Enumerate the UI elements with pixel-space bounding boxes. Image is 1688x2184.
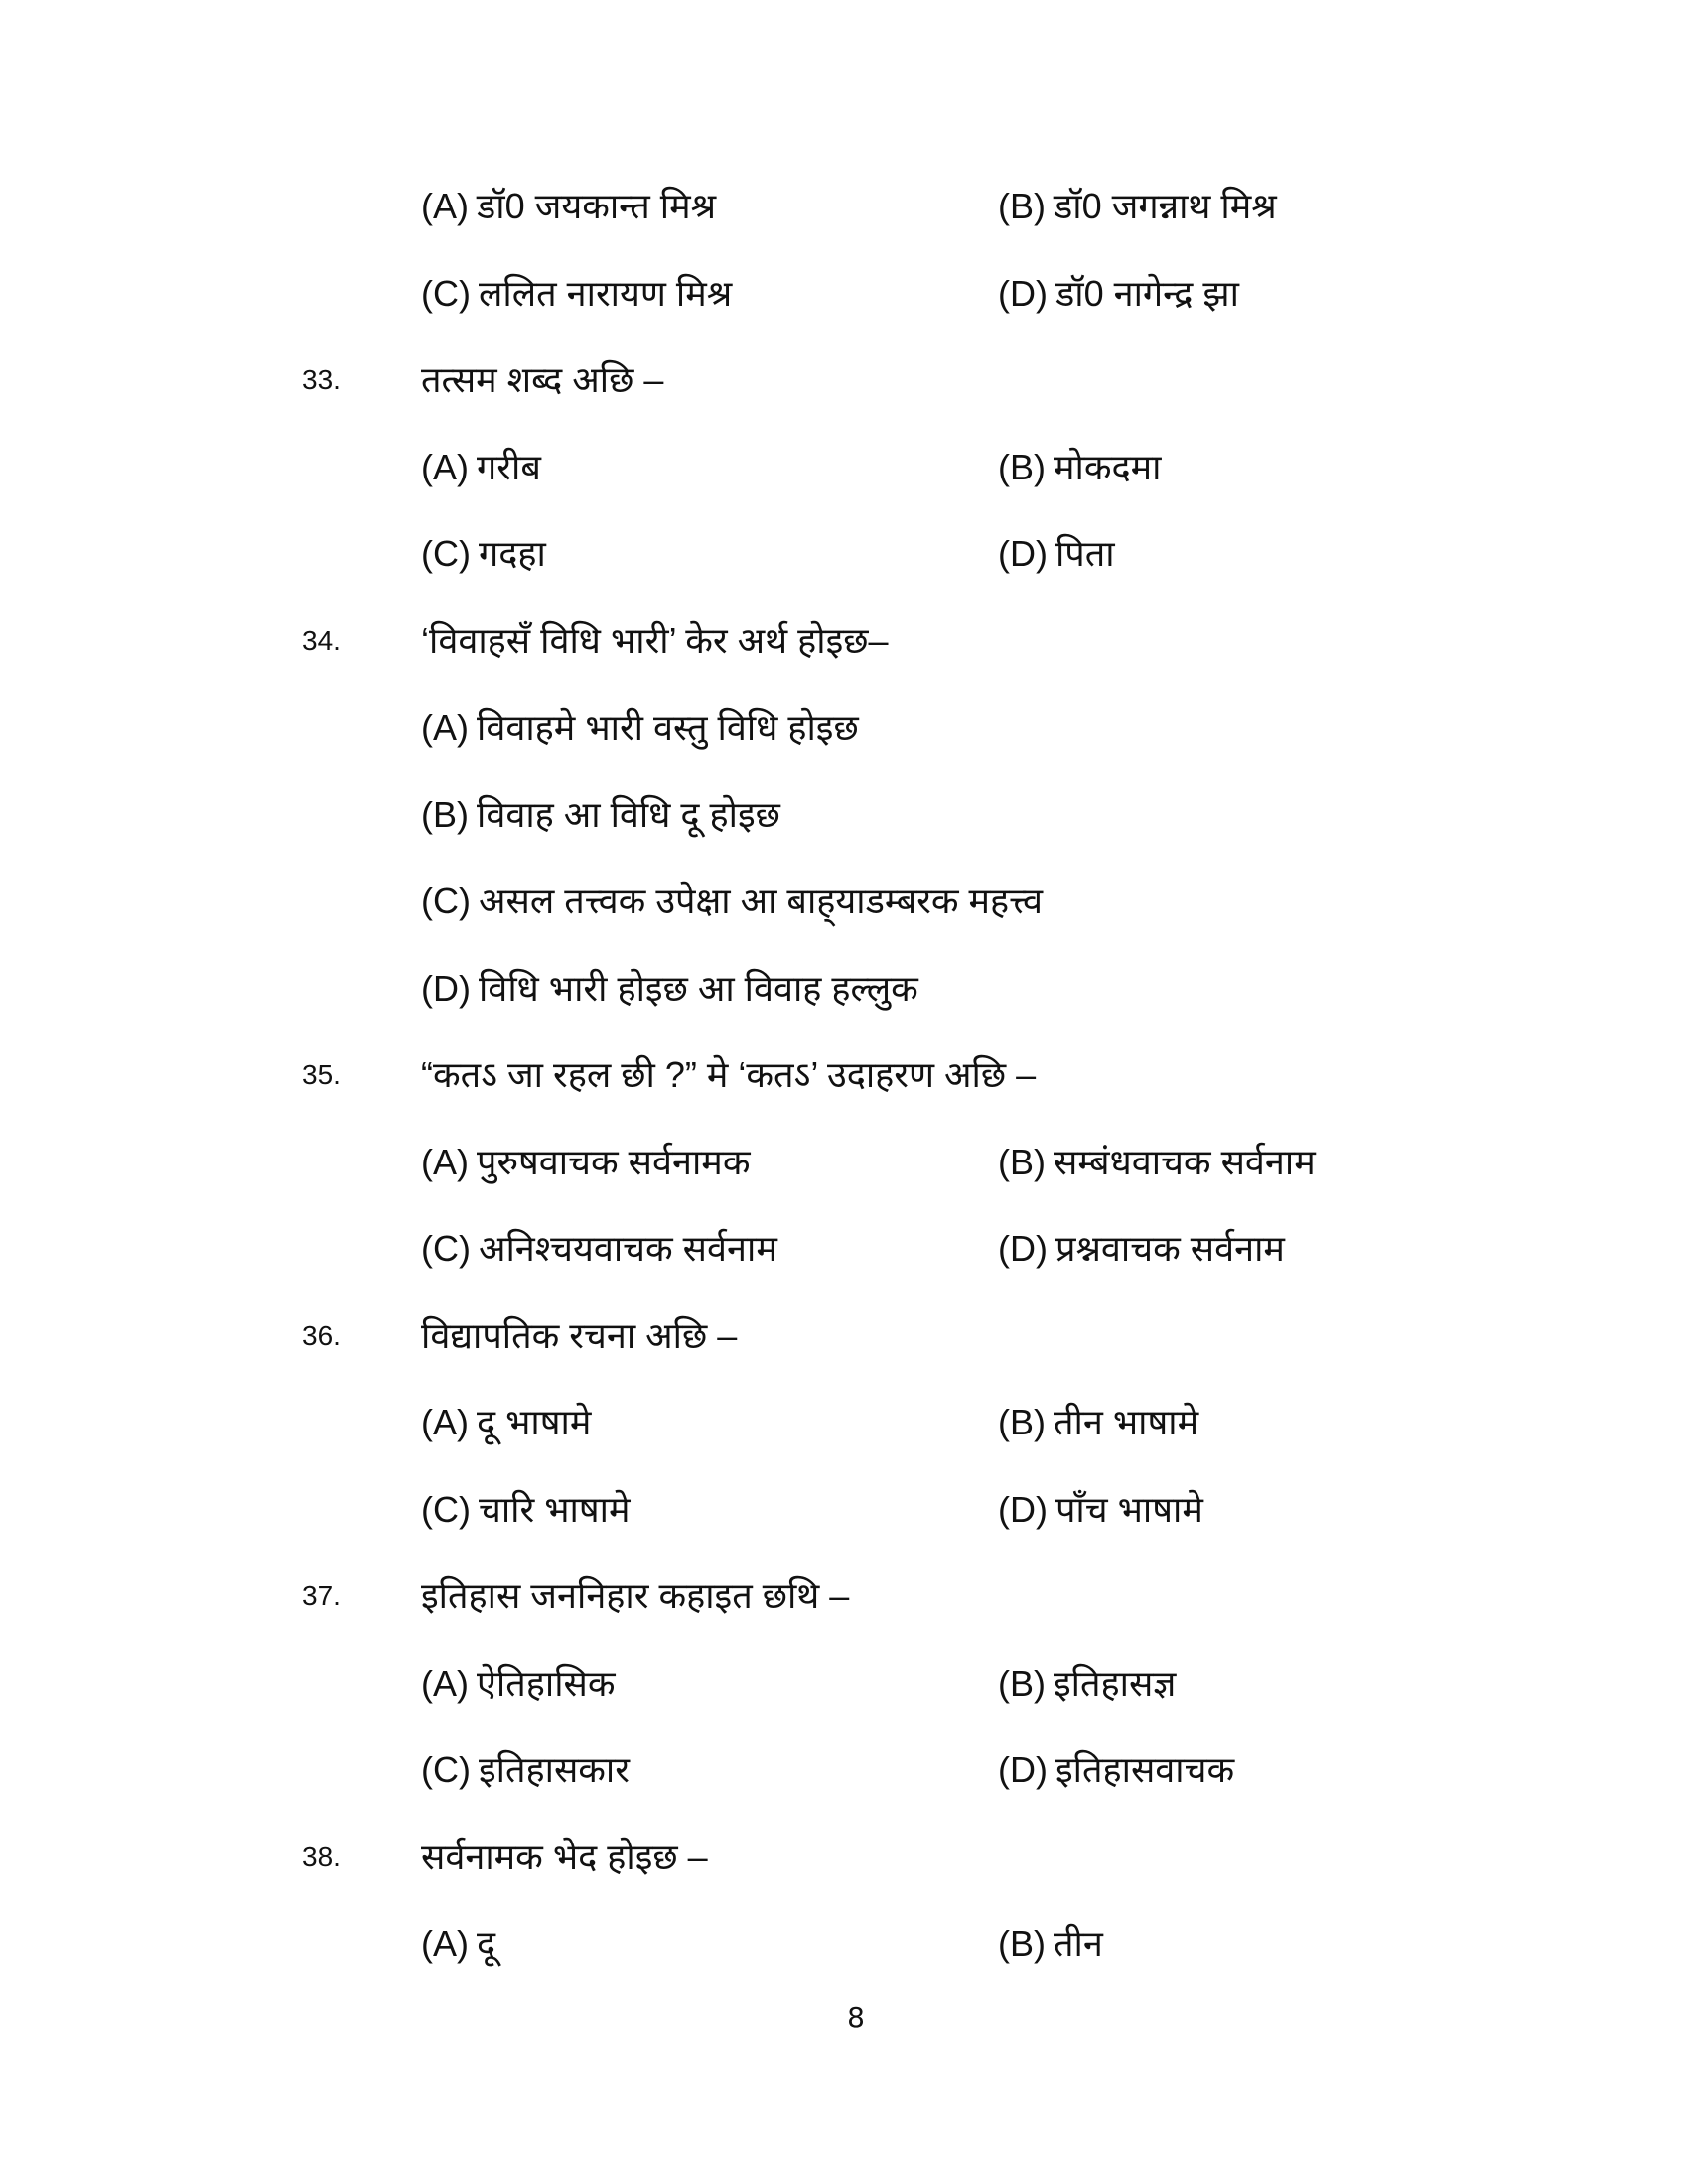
q33-options-row-cd bbox=[0, 529, 1688, 579]
option-label: (D) bbox=[998, 273, 1048, 314]
option-label: (C) bbox=[421, 1749, 471, 1790]
q32-option-d[interactable] bbox=[998, 269, 1239, 319]
question-text: ‘विवाहसँ विधि भारी’ केर अर्थ होइछ– bbox=[421, 620, 889, 661]
option-text: चारि भाषामे bbox=[478, 1489, 631, 1530]
q36-options-row-ab bbox=[0, 1398, 1688, 1447]
question-number: 33. bbox=[302, 364, 341, 395]
option-text: तीन bbox=[1054, 1923, 1103, 1964]
q34-option-d[interactable] bbox=[421, 964, 918, 1014]
q36-option-d[interactable] bbox=[998, 1485, 1203, 1535]
option-text: प्रश्नवाचक सर्वनाम bbox=[1055, 1228, 1285, 1269]
option-label: (D) bbox=[421, 968, 471, 1009]
q36-option-c[interactable] bbox=[421, 1485, 631, 1535]
q37-options-row-ab bbox=[0, 1659, 1688, 1708]
question-number: 35. bbox=[302, 1059, 341, 1090]
option-label: (C) bbox=[421, 1489, 471, 1530]
option-text: मोकदमा bbox=[1054, 447, 1162, 487]
option-text: विवाहमे भारी वस्तु विधि होइछ bbox=[477, 707, 859, 748]
option-label: (B) bbox=[998, 1663, 1046, 1704]
q34-option-b[interactable] bbox=[421, 790, 780, 840]
q36-stem bbox=[0, 1311, 1688, 1361]
option-text: अनिश्चयवाचक सर्वनाम bbox=[478, 1228, 777, 1269]
option-text: इतिहासवाचक bbox=[1055, 1749, 1235, 1790]
option-text: पुरुषवाचक सर्वनामक bbox=[477, 1142, 751, 1182]
q37-option-c[interactable] bbox=[421, 1745, 630, 1795]
option-label: (C) bbox=[421, 1228, 471, 1269]
option-label: (A) bbox=[421, 1142, 469, 1182]
option-text: पाँच भाषामे bbox=[1055, 1489, 1203, 1530]
q34-option-d-row bbox=[0, 964, 1688, 1014]
question-text: “कतऽ जा रहल छी ?” मे ‘कतऽ’ उदाहरण अछि – bbox=[421, 1054, 1037, 1095]
option-label: (C) bbox=[421, 273, 471, 314]
option-label: (B) bbox=[998, 1923, 1046, 1964]
q34-option-a[interactable] bbox=[421, 703, 859, 752]
option-label: (B) bbox=[421, 794, 469, 835]
q34-option-a-row bbox=[0, 703, 1688, 752]
option-label: (B) bbox=[998, 1402, 1046, 1442]
option-text: सम्बंधवाचक सर्वनाम bbox=[1054, 1142, 1316, 1182]
q33-options-row-ab bbox=[0, 443, 1688, 492]
question-text: इतिहास जननिहार कहाइत छथि – bbox=[421, 1575, 850, 1616]
option-label: (C) bbox=[421, 881, 471, 921]
question-text: विद्यापतिक रचना अछि – bbox=[421, 1315, 738, 1356]
question-text: सर्वनामक भेद होइछ – bbox=[421, 1837, 708, 1877]
option-text: डॉ0 जयकान्त मिश्र bbox=[477, 186, 717, 226]
option-label: (D) bbox=[998, 1228, 1048, 1269]
q32-option-b[interactable] bbox=[998, 182, 1277, 231]
option-text: डॉ0 जगन्नाथ मिश्र bbox=[1054, 186, 1277, 226]
option-label: (A) bbox=[421, 1923, 469, 1964]
q38-option-a[interactable] bbox=[421, 1919, 495, 1969]
option-label: (B) bbox=[998, 447, 1046, 487]
option-text: इतिहासकार bbox=[478, 1749, 630, 1790]
q38-options-row-ab bbox=[0, 1919, 1688, 1969]
question-number: 37. bbox=[302, 1580, 341, 1611]
option-text: ललित नारायण मिश्र bbox=[478, 273, 733, 314]
q35-option-b[interactable] bbox=[998, 1138, 1316, 1187]
option-text: विवाह आ विधि दू होइछ bbox=[477, 794, 780, 835]
option-label: (A) bbox=[421, 1402, 469, 1442]
q35-stem bbox=[0, 1050, 1688, 1100]
option-label: (D) bbox=[998, 533, 1048, 574]
q35-option-c[interactable] bbox=[421, 1224, 777, 1274]
q32-options-row-cd bbox=[0, 269, 1688, 319]
q34-stem bbox=[0, 616, 1688, 666]
q33-option-a[interactable] bbox=[421, 443, 541, 492]
q33-option-d[interactable] bbox=[998, 529, 1115, 579]
option-label: (B) bbox=[998, 186, 1046, 226]
q35-option-a[interactable] bbox=[421, 1138, 750, 1187]
q37-option-a[interactable] bbox=[421, 1659, 616, 1708]
q36-option-b[interactable] bbox=[998, 1398, 1198, 1447]
q37-option-d[interactable] bbox=[998, 1745, 1234, 1795]
q37-options-row-cd bbox=[0, 1745, 1688, 1795]
option-text: पिता bbox=[1055, 533, 1115, 574]
q35-options-row-ab bbox=[0, 1138, 1688, 1187]
question-number: 34. bbox=[302, 625, 341, 656]
q36-option-a[interactable] bbox=[421, 1398, 591, 1447]
option-text: ऐतिहासिक bbox=[477, 1663, 616, 1704]
question-number: 38. bbox=[302, 1842, 341, 1872]
q35-options-row-cd bbox=[0, 1224, 1688, 1274]
question-number: 36. bbox=[302, 1320, 341, 1351]
q37-stem bbox=[0, 1571, 1688, 1621]
option-text: असल तत्त्वक उपेक्षा आ बाह्‌याडम्बरक महत्त्व bbox=[478, 881, 1044, 921]
option-text: तीन भाषामे bbox=[1054, 1402, 1199, 1442]
option-label: (A) bbox=[421, 447, 469, 487]
option-text: दू भाषामे bbox=[477, 1402, 592, 1442]
option-label: (A) bbox=[421, 707, 469, 748]
q33-stem bbox=[0, 355, 1688, 405]
page-number: 8 bbox=[847, 2001, 865, 2034]
q32-option-c[interactable] bbox=[421, 269, 732, 319]
option-label: (D) bbox=[998, 1489, 1048, 1530]
q38-option-b[interactable] bbox=[998, 1919, 1103, 1969]
q34-option-b-row bbox=[0, 790, 1688, 840]
q34-option-c-row bbox=[0, 877, 1688, 926]
question-text: तत्सम शब्द अछि – bbox=[421, 359, 664, 400]
option-label: (C) bbox=[421, 533, 471, 574]
q36-options-row-cd bbox=[0, 1485, 1688, 1535]
q34-option-c[interactable] bbox=[421, 877, 1043, 926]
option-label: (A) bbox=[421, 186, 469, 226]
option-text: डॉ0 नागेन्द्र झा bbox=[1055, 273, 1239, 314]
q32-option-a[interactable] bbox=[421, 182, 716, 231]
q37-option-b[interactable] bbox=[998, 1659, 1176, 1708]
q33-option-c[interactable] bbox=[421, 529, 546, 579]
q35-option-d[interactable] bbox=[998, 1224, 1285, 1274]
option-text: गरीब bbox=[477, 447, 541, 487]
option-text: दू bbox=[477, 1923, 496, 1964]
q38-stem bbox=[0, 1833, 1688, 1882]
option-label: (A) bbox=[421, 1663, 469, 1704]
q33-option-b[interactable] bbox=[998, 443, 1161, 492]
option-text: इतिहासज्ञ bbox=[1054, 1663, 1177, 1704]
option-text: गदहा bbox=[478, 533, 546, 574]
q32-options-row-ab bbox=[0, 182, 1688, 231]
option-label: (B) bbox=[998, 1142, 1046, 1182]
option-label: (D) bbox=[998, 1749, 1048, 1790]
option-text: विधि भारी होइछ आ विवाह हल्लुक bbox=[478, 968, 918, 1009]
